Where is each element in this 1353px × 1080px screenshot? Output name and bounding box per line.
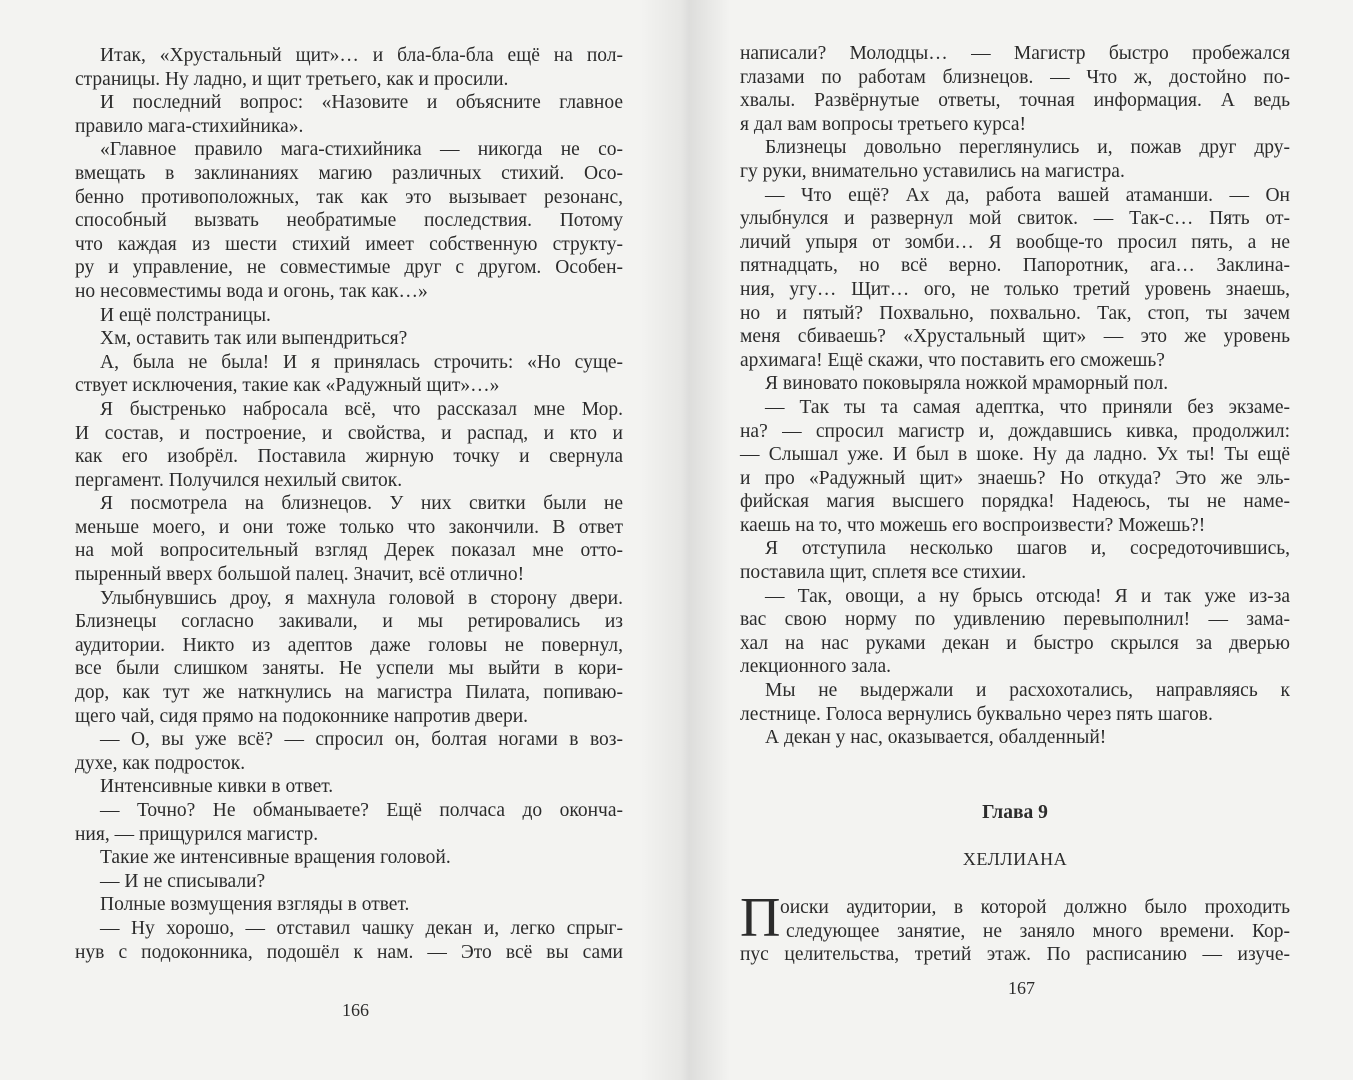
text-line: все были слишком заняты. Не успели мы выйти в кори- <box>75 658 623 680</box>
text-line: Итак, «Хрустальный щит»… и бла-бла-бла ещё на пол- <box>100 45 623 66</box>
text-line: я дал вам вопросы третьего курса! <box>740 113 1027 135</box>
text-line: А декан у нас, оказывается, обалденный! <box>765 727 1107 749</box>
text-line: архимага! Ещё скажи, что поставить его сможешь? <box>740 349 1165 371</box>
text-line: Я быстренько набросала всё, что рассказал мне Мор. <box>100 398 623 420</box>
text-line: аудитории. Никто из адептов даже головы не повернул, <box>75 634 623 656</box>
text-line: на? — спросил магистр и, дождавшись кивка, продолжил: <box>740 420 1290 442</box>
text-line: пус целительства, третий этаж. По расписанию — изуче- <box>740 944 1290 966</box>
text-line: Я отступила несколько шагов и, сосредоточившись, <box>765 538 1290 560</box>
text-line: Хм, оставить так или выпендриться? <box>100 328 408 350</box>
text-line: Я посмотрела на близнецов. У них свитки были не <box>100 493 623 515</box>
text-line: Мы не выдержали и расхохотались, направляясь к <box>765 680 1290 702</box>
text-line: но несовместимы вода и огонь, так как…» <box>75 280 428 302</box>
text-line: на мой вопросительный взгляд Дерек показал мне отто- <box>75 540 623 562</box>
text-line: что каждая из шести стихий имеет собственную структу- <box>75 233 623 255</box>
text-line: — Ну хорошо, — отставил чашку декан и, легко спрыг- <box>100 917 623 939</box>
text-line: ния, — прищурился магистр. <box>75 823 319 845</box>
text-line: Близнецы согласно закивали, и мы ретировались из <box>75 611 623 633</box>
page-number-right: 167 <box>1008 978 1035 998</box>
text-line: способный вызвать необратимые последствия. Потому <box>75 210 623 232</box>
text-line: Я виновато поковыряла ножкой мраморный пол. <box>765 373 1169 395</box>
text-line: — Точно? Не обманываете? Ещё полчаса до оконча- <box>100 800 623 821</box>
text-line: глазами по работам близнецов. — Что ж, достойно по- <box>740 66 1290 88</box>
text-line: щего чай, сидя прямо на подоконнике напротив двери. <box>75 705 529 727</box>
text-line: хал на нас руками декан и быстро скрылся за дверью <box>740 632 1290 654</box>
text-line: — О, вы уже всё? — спросил он, болтая ногами в воз- <box>100 729 623 751</box>
text-line: поставила щит, сплетя все стихии. <box>740 562 1027 584</box>
text-line: дор, как тут же наткнулись на магистра Пилата, попиваю- <box>75 682 623 704</box>
right-page-text <box>740 42 1290 750</box>
text-line: вас свою норму по удивлению перевыполнил! — зама- <box>740 609 1290 631</box>
text-line: — Так ты та самая адептка, что приняли без экзаме- <box>765 396 1290 418</box>
chapter-title: Глава 9 <box>982 802 1048 823</box>
text-line: правило мага-стихийника». <box>75 115 304 137</box>
text-line: — Так, овощи, а ну брысь отсюда! Я и так уже из-за <box>765 585 1290 607</box>
chapter-subtitle: ХЕЛЛИАНА <box>962 849 1068 869</box>
text-line: ния, угу… Щит… ого, не только третий уровень знаешь, <box>740 278 1290 300</box>
text-line: улыбнулся и развернул мой свиток. — Так-с… Пять от- <box>740 208 1290 230</box>
text-line: И последний вопрос: «Назовите и объясните главное <box>100 92 623 114</box>
text-line: каешь на то, что можешь его воспроизвести? Можешь?! <box>740 514 1206 536</box>
text-line: — И не списывали? <box>100 870 266 892</box>
text-line: фийская магия высшего порядка! Надеюсь, ты не наме- <box>740 491 1290 513</box>
page-number-left: 166 <box>342 1000 369 1020</box>
text-line: ствует исключения, такие как «Радужный щит»…» <box>75 375 500 397</box>
text-line: бенно противоположных, так как это вызывает резонанс, <box>75 186 623 208</box>
drop-cap: П <box>740 887 781 949</box>
text-line: «Главное правило мага-стихийника — никогда не со- <box>100 139 623 161</box>
text-line: — Что ещё? Ах да, работа вашей атаманши. — Он <box>765 184 1290 206</box>
text-line: и про «Радужный щит» знаешь? Но откуда? Это же эль- <box>740 467 1290 489</box>
text-line: лекционного зала. <box>740 656 892 678</box>
text-line: пятнадцать, но всё верно. Папоротник, ага… Заклина- <box>740 255 1290 277</box>
text-line: страницы. Ну ладно, и щит третьего, как и просили. <box>75 68 509 90</box>
text-line: И состав, и построение, и свойства, и распад, и кто и <box>75 422 623 444</box>
text-line: написали? Молодцы… — Магистр быстро пробежался <box>740 43 1290 64</box>
book-gutter-shadow <box>640 0 730 1080</box>
text-line: как его изобрёл. Поставила жирную точку и свернула <box>75 446 623 468</box>
text-line: пыренный вверх большой палец. Значит, всё отлично! <box>75 564 525 586</box>
text-line: Такие же интенсивные вращения головой. <box>100 847 451 869</box>
text-line: Близнецы довольно переглянулись и, пожав друг дру- <box>765 137 1290 159</box>
text-line: оиски аудитории, в которой должно было проходить <box>780 897 1290 918</box>
text-line: меньше моего, и они тоже только что закончили. В ответ <box>75 516 623 538</box>
text-line: ру и управление, не совместимые друг с другом. Особен- <box>75 257 623 279</box>
text-line: следующее занятие, не заняло много времени. Кор- <box>786 920 1290 942</box>
text-line: Улыбнувшись дроу, я махнула головой в сторону двери. <box>100 587 623 609</box>
text-line: но и пятый? Похвально, похвально. Так, стоп, ты зачем <box>740 302 1290 324</box>
text-line: А, была не была! И я принялась строчить: «Но суще- <box>100 351 623 373</box>
text-line: нув с подоконника, подошёл к нам. — Это всё вы сами <box>75 941 623 963</box>
text-line: лестнице. Голоса вернулись буквально через пять шагов. <box>740 703 1213 725</box>
text-line: — Слышал уже. И был в шоке. Ну да ладно. Ух ты! Ты ещё <box>740 444 1290 466</box>
text-line: пергамент. Получился нехилый свиток. <box>75 469 403 491</box>
text-line: меня сбиваешь? «Хрустальный щит» — это же уровень <box>740 326 1290 348</box>
text-line: хвалы. Развёрнутые ответы, точная информация. А ведь <box>740 90 1290 112</box>
chapter-opening <box>740 887 1290 967</box>
left-page-text <box>75 44 623 964</box>
text-line: гу руки, внимательно уставились на магистра. <box>740 160 1125 182</box>
text-line: духе, как подросток. <box>75 752 246 774</box>
text-line: вмещать в заклинаниях магию различных стихий. Осо- <box>75 162 623 184</box>
text-line: Полные возмущения взгляды в ответ. <box>100 894 410 916</box>
text-line: личий упыря от зомби… Я вообще-то просил пять, а не <box>740 231 1290 253</box>
text-line: Интенсивные кивки в ответ. <box>100 776 334 798</box>
text-line: И ещё полстраницы. <box>100 304 271 326</box>
